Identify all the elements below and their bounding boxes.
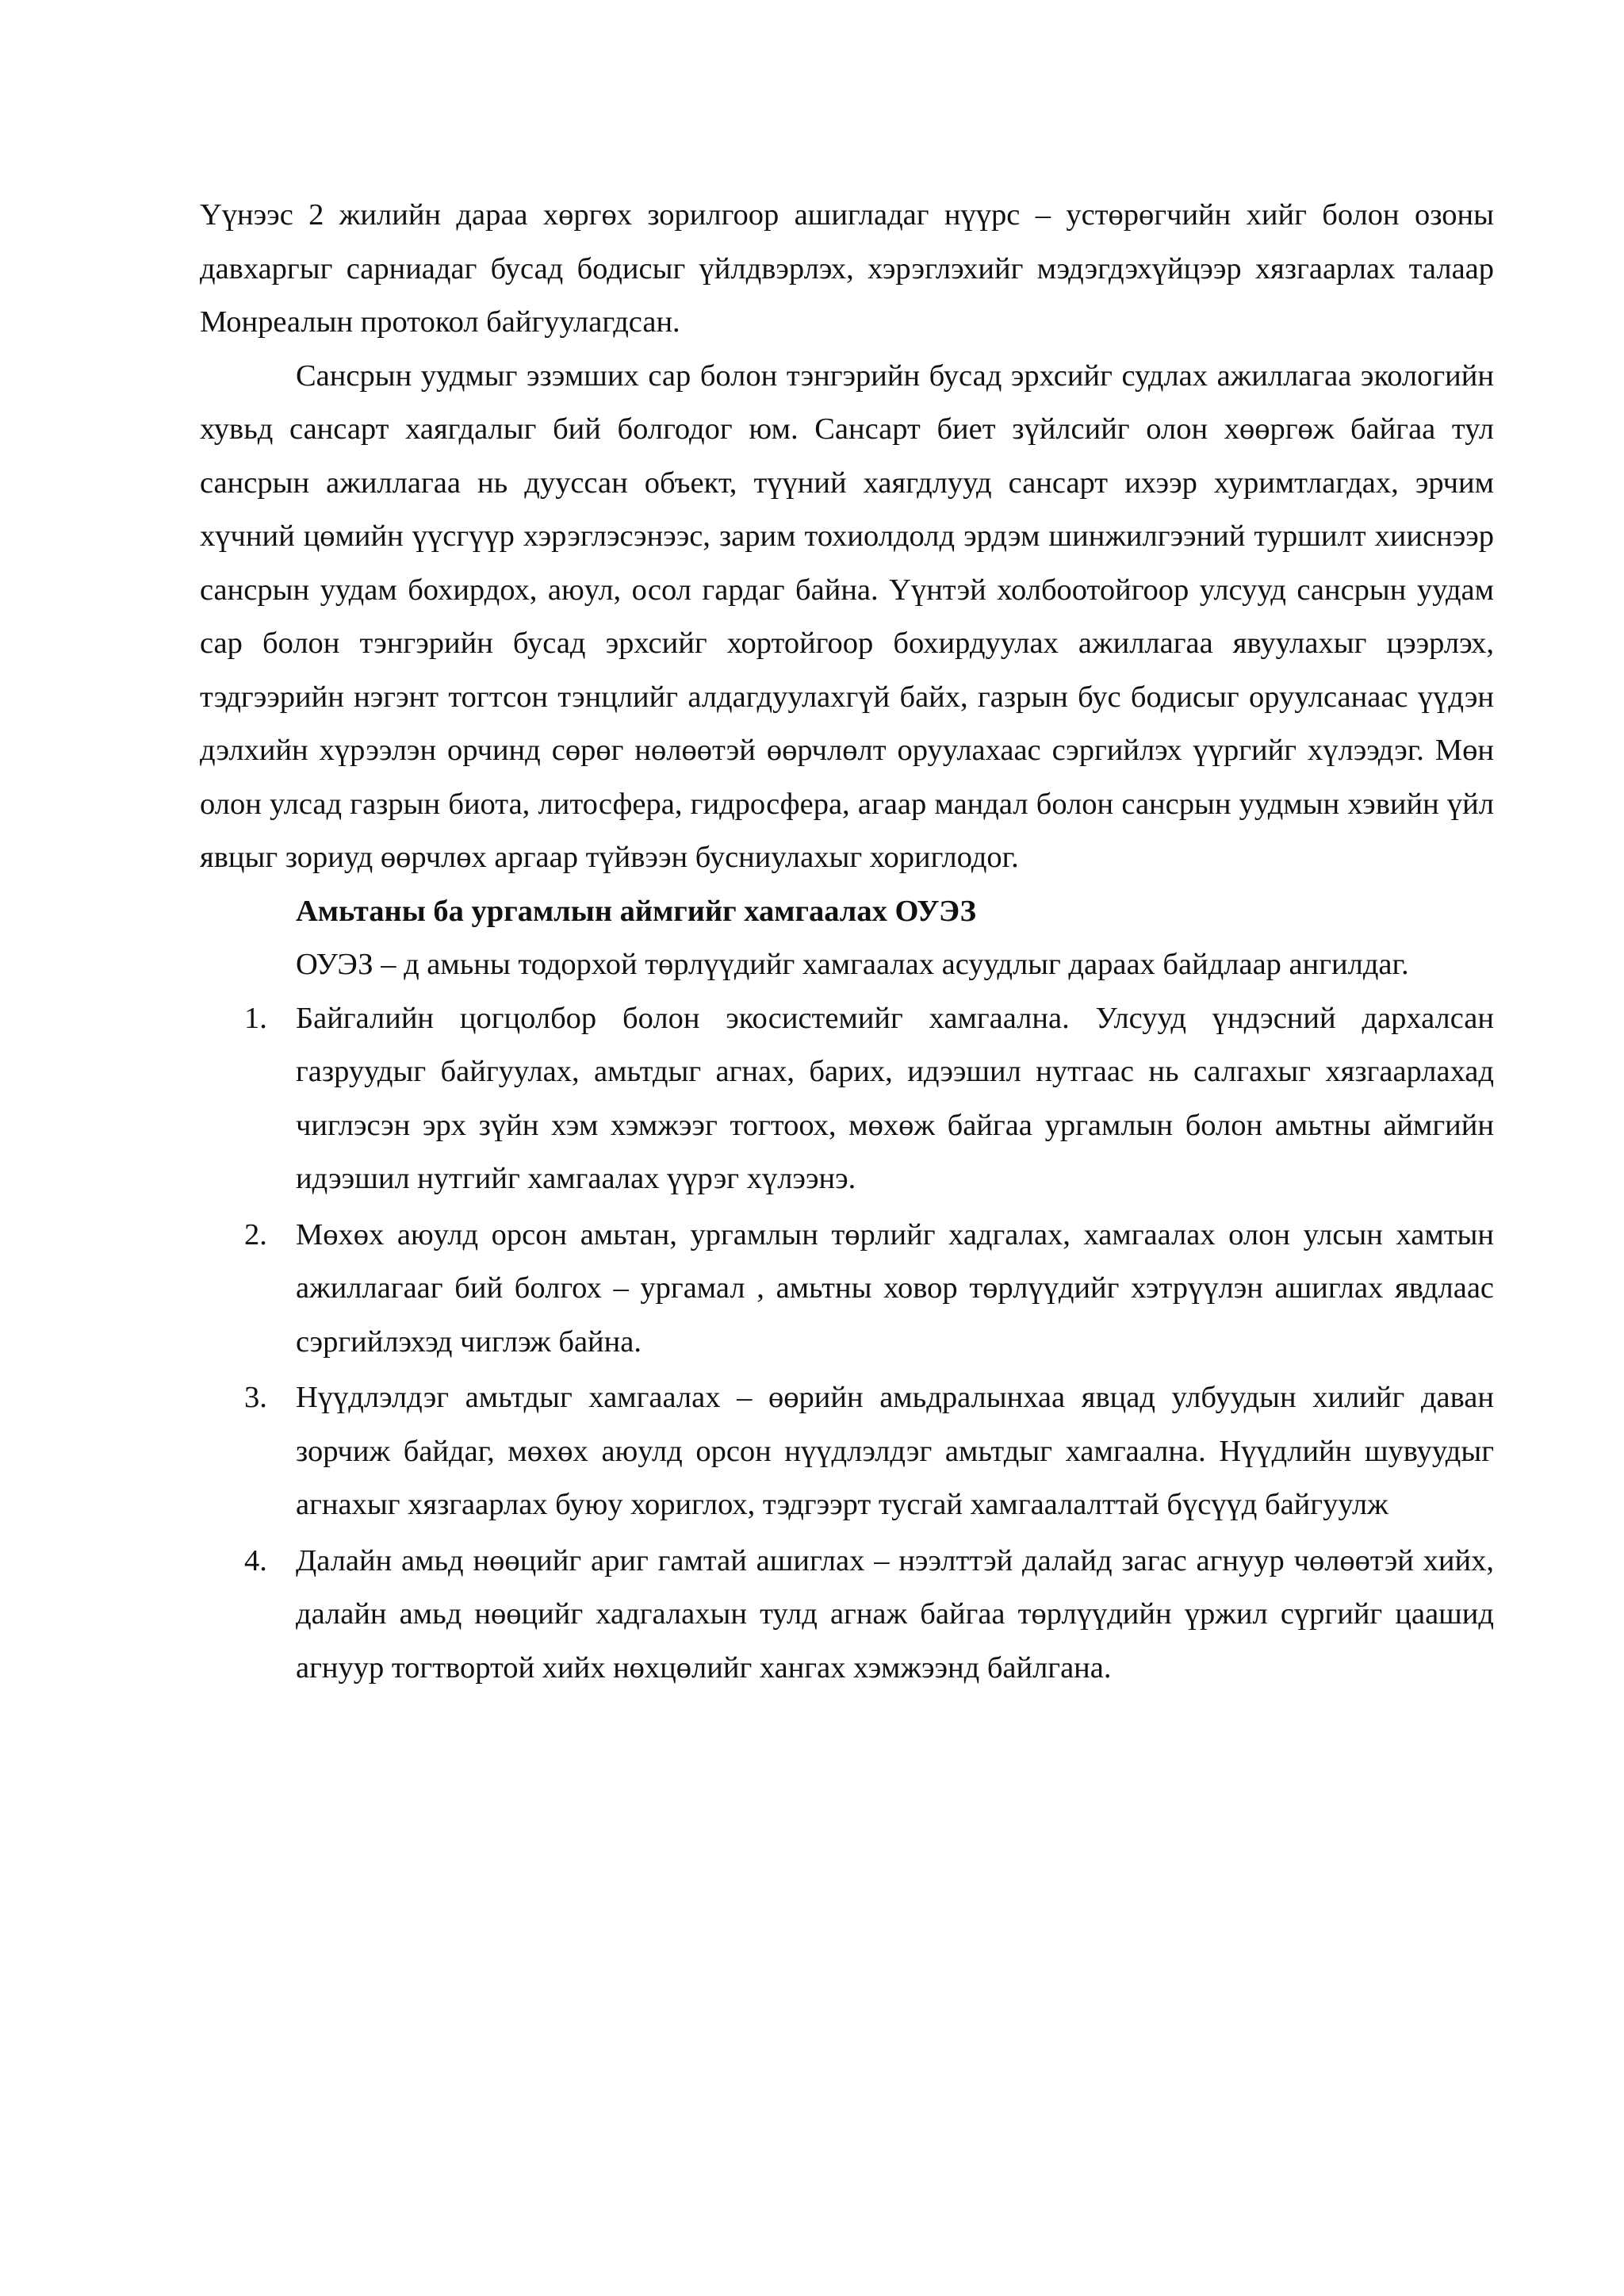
section-heading: Амьтаны ба ургамлын аймгийг хамгаалах ОУЭЗ [296,894,976,928]
list-item [200,1535,1494,1696]
list-item [200,992,1494,1206]
list-item-number: 2. [244,1217,267,1251]
document-page [200,189,1494,1697]
numbered-list [200,992,1494,1696]
list-item-number: 4. [244,1543,267,1577]
list-item-text: Далайн амьд нөөцийг ариг гамтай ашиглах – нээлттэй далайд загас агнуур чөлөөтэй хийх, далайн амьд нөөцийг хадгалахын тулд агнаж байгаа төрлүүдийн үржил сүргийг цаашид агнуур тогтвортой хийх нөхцөлийг хангах хэмжээнд байлгана. [296,1543,1494,1685]
list-item-number: 1. [244,1001,267,1035]
list-item [200,1209,1494,1370]
list-item-text: Байгалийн цогцолбор болон экосистемийг хамгаална. Улсууд үндэсний дархалсан газруудыг байгуулах, амьтдыг агнах, барих, идээшил нутгаас нь салгахыг хязгаарлахад чиглэсэн эрх зүйн хэм хэмжээг тогтоох, мөхөж байгаа ургамлын болон амьтны аймгийн идээшил нутгийг хамгаалах үүрэг хүлээнэ. [296,1001,1494,1195]
list-item-text: Нүүдлэлдэг амьтдыг хамгаалах – өөрийн амьдралынхаа явцад улбуудын хилийг даван зорчиж байдаг, мөхөх аюулд орсон нүүдлэлдэг амьтдыг хамгаална. Нүүдлийн шувуудыг агнахыг хязгаарлах буюу хориглох, тэдгээрт тусгай хамгаалалттай бүсүүд байгуулж [296,1381,1494,1521]
paragraph-intro: ОУЭЗ – д амьны тодорхой төрлүүдийг хамгаалах асуудлыг дараах байдлаар ангилдаг. [296,948,1409,981]
paragraph-space-pollution: Сансрын уудмыг эзэмших сар болон тэнгэрийн бусад эрхсийг судлах ажиллагаа экологийн хувьд сансарт хаягдалыг бий болгодог юм. Сансарт биет зүйлсийг олон хөөргөж байгаа тул сансрын ажиллагаа нь дууссан объект, түүний хаягдлууд сансарт ихээр хуримтлагдах, эрчим хүчний цөмийн үүсгүүр хэрэглэсэнээс, зарим тохиолдолд эрдэм шинжилгээний туршилт хииснээр сансрын уудам бохирдох, аюул, осол гардаг байна. Үүнтэй холбоотойгоор улсууд сансрын уудам сар болон тэнгэрийн бусад эрхсийг хортойгоор бохирдуулах ажиллагаа явуулахыг цээрлэх, тэдгээрийн нэгэнт тогтсон тэнцлийг алдагдуулахгүй байх, газрын бус бодисыг оруулсанаас үүдэн дэлхийн хүрээлэн орчинд сөрөг нөлөөтэй өөрчлөлт оруулахаас сэргийлэх үүргийг хүлээдэг. Мөн олон улсад газрын биота, литосфера, гидросфера, агаар мандал болон сансрын уудмын хэвийн үйл явцыг зориуд өөрчлөх аргаар түйвээн бусниулахыг хориглодог. [200,358,1494,874]
list-item [200,1371,1494,1532]
list-item-number: 3. [244,1381,267,1414]
paragraph-montreal-protocol: Үүнээс 2 жилийн дараа хөргөх зорилгоор ашигладаг нүүрс – устөрөгчийн хийг болон озоны давхаргыг сарниадаг бусад бодисыг үйлдвэрлэх, хэрэглэхийг мэдэгдэхүйцээр хязгаарлах талаар Монреалын протокол байгуулагдсан. [200,198,1494,339]
list-item-text: Мөхөх аюулд орсон амьтан, ургамлын төрлийг хадгалах, хамгаалах олон улсын хамтын ажиллагааг бий болгох – ургамал , амьтны ховор төрлүүдийг хэтрүүлэн ашиглах явдлаас сэргийлэхэд чиглэж байна. [296,1217,1494,1359]
